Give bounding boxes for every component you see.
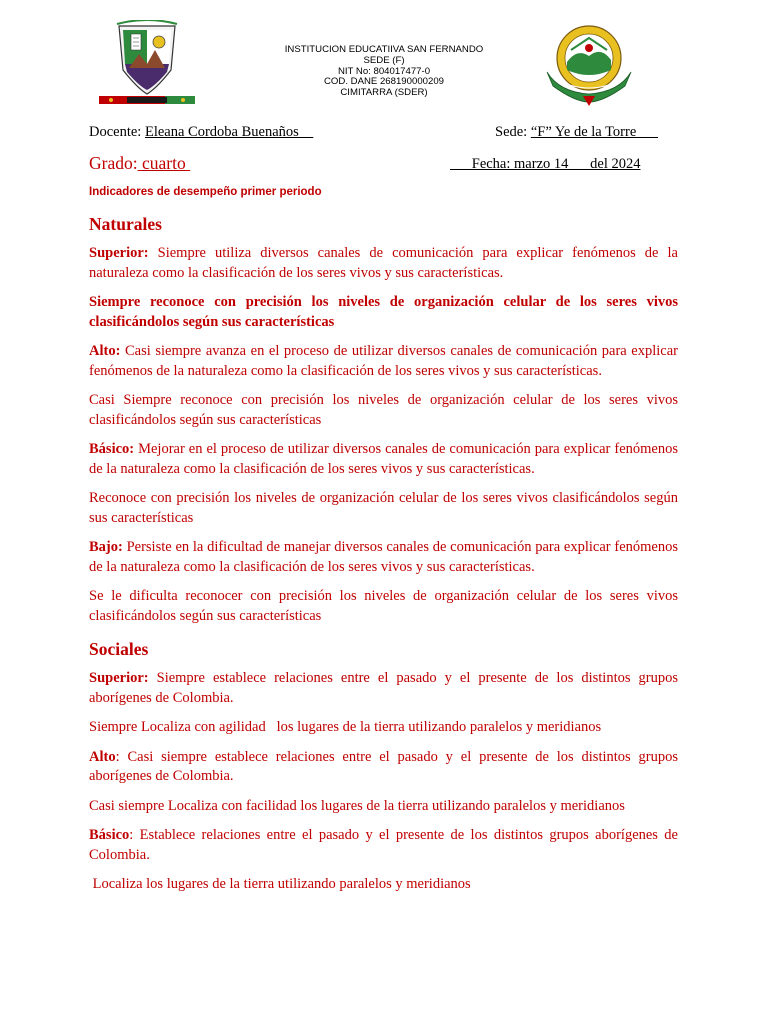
indicator-text: : Casi siempre establece relaciones entre el pasado y el presente de los distintos grupos aborígenes de Colombia. bbox=[89, 748, 678, 784]
institution-sede: SEDE (F) bbox=[363, 54, 405, 66]
indicator-paragraph bbox=[89, 244, 678, 283]
indicator-text: Siempre Localiza con agilidad los lugares de la tierra utilizando paralelos y meridianos bbox=[89, 719, 602, 735]
school-shield-logo-icon bbox=[97, 20, 197, 108]
level-label: Alto bbox=[89, 748, 116, 765]
institution-nit: NIT No: 804017477-0 bbox=[337, 65, 431, 77]
document-header bbox=[0, 0, 768, 118]
indicator-text: Siempre utiliza diversos canales de comunicación para explicar fenómenos de la naturaleza como la clasificación de los seres vivos y sus características. bbox=[89, 245, 678, 281]
indicator-paragraph bbox=[89, 489, 678, 528]
level-label: Básico bbox=[89, 827, 130, 843]
institution-name: INSTITUCION EDUCATIIVA SAN FERNANDO bbox=[284, 44, 484, 55]
fecha-row: Fecha: marzo 14 del 2024 bbox=[450, 156, 641, 172]
indicator-text: Persiste en la dificultad de manejar diversos canales de comunicación para explicar fenómenos de la naturaleza como la clasificación de los seres vivos y sus características. bbox=[89, 539, 678, 575]
section-title: Naturales bbox=[89, 214, 162, 234]
institution-city: CIMITARRA (SDER) bbox=[340, 87, 428, 99]
sede-value: “F” Ye de la Torre bbox=[530, 124, 659, 140]
level-label: Alto: bbox=[89, 343, 121, 359]
indicator-paragraph bbox=[89, 440, 678, 479]
main-content bbox=[89, 213, 678, 905]
indicator-paragraph bbox=[89, 797, 678, 817]
docente-row bbox=[89, 124, 313, 141]
indicator-paragraph bbox=[89, 718, 678, 738]
indicator-text: Casi siempre Localiza con facilidad los lugares de la tierra utilizando paralelos y meridianos bbox=[89, 797, 625, 814]
level-label: Bajo: bbox=[89, 539, 123, 555]
indicator-paragraph bbox=[89, 391, 678, 430]
level-label: Superior: bbox=[89, 245, 149, 261]
indicator-text: Reconoce con precisión los niveles de organización celular de los seres vivos clasificándolos según sus características bbox=[89, 490, 678, 526]
indicator-paragraph bbox=[89, 875, 678, 895]
indicator-text: Localiza los lugares de la tierra utilizando paralelos y meridianos bbox=[89, 876, 471, 892]
indicator-text: Mejorar en el proceso de utilizar diversos canales de comunicación para explicar fenómenos de la naturaleza como la clasificación de los seres vivos y sus características. bbox=[89, 441, 678, 477]
docente-value: Eleana Cordoba Buenaños bbox=[144, 124, 314, 140]
indicator-paragraph bbox=[89, 669, 678, 708]
indicator-paragraph bbox=[89, 342, 678, 381]
indicator-text: Siempre reconoce con precisión los niveles de organización celular de los seres vivos clasificándolos según sus características bbox=[89, 294, 678, 330]
section-sociales bbox=[89, 638, 678, 895]
cimitarra-seal-logo-icon bbox=[543, 20, 635, 106]
indicator-text: Casi siempre avanza en el proceso de utilizar diversos canales de comunicación para explicar fenómenos de la naturaleza como la clasificación de los seres vivos y sus características. bbox=[89, 343, 678, 379]
docente-label: Docente: bbox=[89, 124, 145, 140]
subtitle: Indicadores de desempeño primer periodo bbox=[89, 186, 322, 198]
indicator-paragraph bbox=[89, 587, 678, 626]
indicator-paragraph bbox=[89, 293, 678, 332]
grado-label: Grado: bbox=[89, 153, 138, 173]
indicator-paragraph bbox=[89, 748, 678, 787]
sede-label: Sede: bbox=[495, 124, 531, 140]
section-title: Sociales bbox=[89, 639, 149, 659]
indicator-text: Casi Siempre reconoce con precisión los niveles de organización celular de los seres vivos clasificándolos según sus características bbox=[89, 392, 678, 428]
level-label: Superior: bbox=[89, 670, 149, 686]
grado-value: cuarto bbox=[137, 153, 191, 173]
indicator-paragraph bbox=[89, 826, 678, 865]
indicator-text: : Establece relaciones entre el pasado y el presente de los distintos grupos aborígenes de Colombia. bbox=[89, 827, 678, 863]
indicator-paragraph bbox=[89, 538, 678, 577]
institution-info bbox=[278, 45, 490, 99]
indicator-text: Siempre establece relaciones entre el pasado y el presente de los distintos grupos aborígenes de Colombia. bbox=[89, 670, 678, 706]
grado-row bbox=[89, 153, 190, 174]
sede-row bbox=[495, 124, 658, 141]
section-naturales bbox=[89, 213, 678, 626]
level-label: Básico: bbox=[89, 441, 135, 457]
institution-dane: COD. DANE 268190000209 bbox=[324, 76, 444, 88]
indicator-text: Se le dificulta reconocer con precisión los niveles de organización celular de los seres vivos clasificándolos según sus características bbox=[89, 588, 678, 624]
